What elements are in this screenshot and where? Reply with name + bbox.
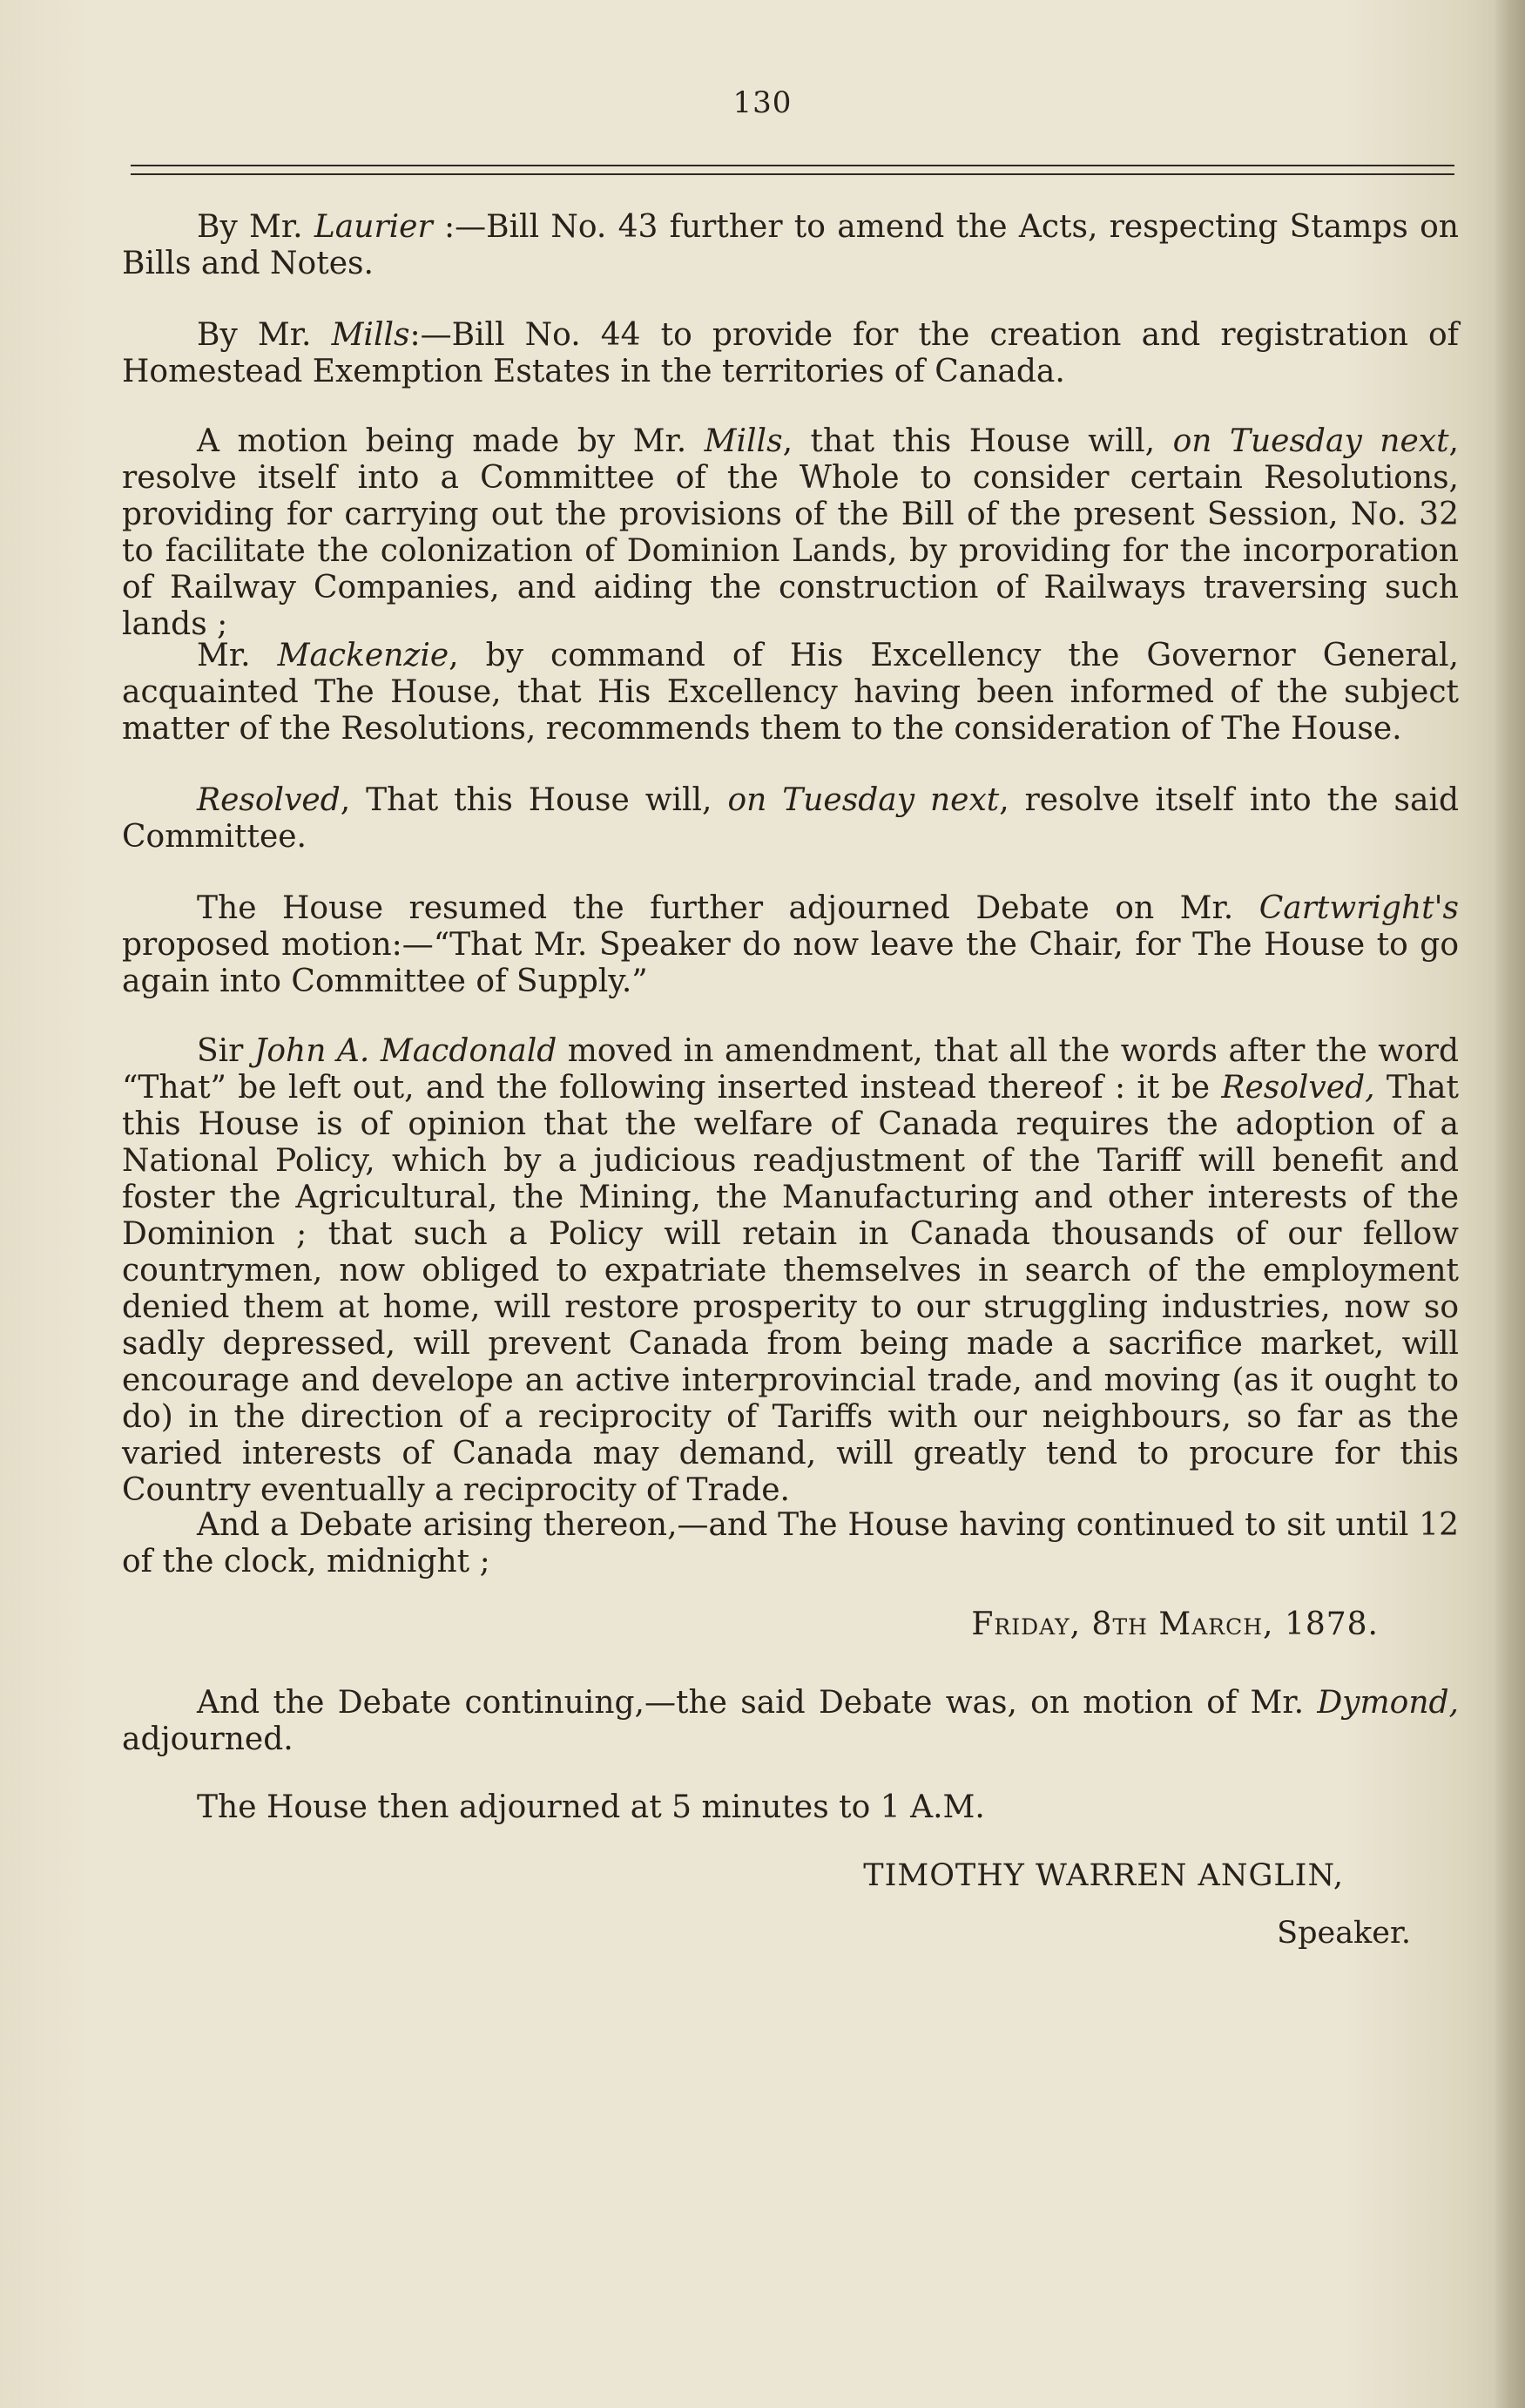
- header-rule-bottom: [131, 173, 1454, 175]
- paragraph-cartwright-debate: The House resumed the further adjourned Debate on Mr. Cartwright's proposed motion:—“That Mr. Speaker do now leave the Chair, for The House to go again into Committee of Supply.”: [122, 890, 1459, 999]
- paragraph-mills-motion: A motion being made by Mr. Mills, that this House will, on Tuesday next, resolve itself into a Committee of the Whole to consider certain Resolutions, providing for carrying out the provisions of the Bill of the present Session, No. 32 to facilitate the colonization of Dominion Lands, by providing for the incorporation of Railway Companies, and aiding the construction of Railways traversing such lands ;: [122, 423, 1459, 642]
- member-name: Laurier: [314, 209, 433, 245]
- paragraph-debate-arising: And a Debate arising thereon,—and The House having continued to sit until 12 of the clock, midnight ;: [122, 1507, 1459, 1579]
- member-name: Mills: [704, 423, 783, 459]
- resolved-word: Resolved: [197, 782, 341, 818]
- paragraph-mills-bill: By Mr. Mills:—Bill No. 44 to provide for the creation and registration of Homestead Exemption Estates in the territories of Canada.: [122, 317, 1459, 389]
- member-name: John A. Macdonald: [253, 1033, 557, 1069]
- speaker-name: TIMOTHY WARREN ANGLIN,: [863, 1858, 1344, 1893]
- speaker-title: Speaker.: [1277, 1916, 1411, 1951]
- resolved-word: Resolved,: [1221, 1070, 1375, 1106]
- paragraph-adjourned: The House then adjourned at 5 minutes to 1 A.M.: [197, 1789, 985, 1825]
- member-name: Mills: [331, 317, 410, 353]
- paragraph-macdonald-amendment: Sir John A. Macdonald moved in amendment, that all the words after the word “That” be left out, and the following inserted instead thereof : it be Resolved, That this House is of opinion that the welfare of Canada requires the adoption of a National Policy, which by a judicious readjustment of the Tariff will benefit and foster the Agricultural, the Mining, the Manufacturing and other interests of the Dominion ; that such a Policy will retain in Canada thousands of our fellow countrymen, now obliged to expatriate themselves in search of the employment denied them at home, will restore prosperity to our struggling industries, now so sadly depressed, will prevent Canada from being made a sacrifice market, will encourage and develope an active interprovincial trade, and moving (as it ought to do) in the direction of a reciprocity of Tariffs with our neighbours, so far as the varied interests of Canada may demand, will greatly tend to procure for this Country eventually a reciprocity of Trade.: [122, 1033, 1460, 1508]
- paragraph-resolved: Resolved, That this House will, on Tuesday next, resolve itself into the said Committee.: [122, 782, 1460, 855]
- page-edge: [1495, 0, 1525, 2408]
- date-phrase: on Tuesday next: [727, 782, 1000, 818]
- member-name: Dymond,: [1317, 1685, 1459, 1721]
- page-number: 130: [732, 85, 793, 120]
- member-name: Cartwright's: [1258, 890, 1459, 926]
- paragraph-laurier-bill: By Mr. Laurier :—Bill No. 43 further to amend the Acts, respecting Stamps on Bills and Notes.: [122, 209, 1459, 281]
- paragraph-mackenzie: Mr. Mackenzie, by command of His Excellency the Governor General, acquainted The House, that His Excellency having been informed of the subject matter of the Resolutions, recommends them to the consideration of The House.: [122, 638, 1459, 747]
- paragraph-debate-continuing: And the Debate continuing,—the said Debate was, on motion of Mr. Dymond, adjourned.: [122, 1685, 1459, 1757]
- member-name: Mackenzie: [277, 638, 449, 673]
- date-phrase: on Tuesday next: [1172, 423, 1449, 459]
- date-heading: Friday, 8th March, 1878.: [971, 1606, 1379, 1642]
- header-rule-top: [131, 165, 1454, 166]
